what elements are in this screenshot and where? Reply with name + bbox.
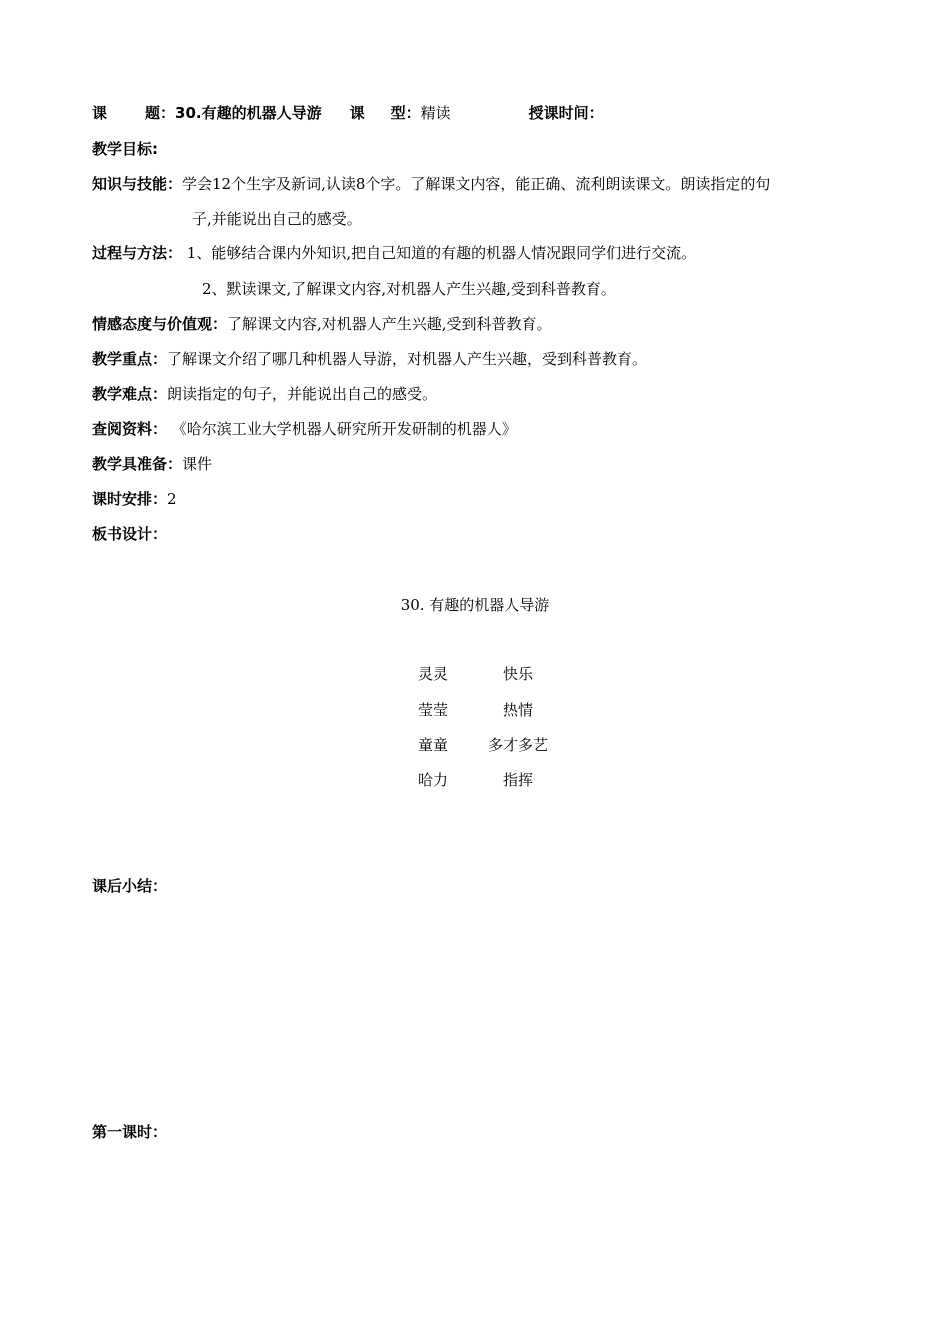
board-title: 30. 有趣的机器人导游 (400, 596, 550, 614)
tools-label: 教学具准备： (92, 455, 183, 473)
reference-label: 查阅资料： (92, 420, 168, 438)
process-row (92, 243, 696, 263)
emotion-row (92, 314, 552, 334)
objectives-heading (92, 139, 158, 159)
process-item1: 1、能够结合课内外知识,把自己知道的有趣的机器人情况跟同学们进行交流。 (182, 244, 697, 262)
reference-value: 《哈尔滨工业大学机器人研究所开发研制的机器人》 (167, 420, 517, 438)
process-item2: 2、默读课文,了解课文内容,对机器人产生兴趣,受到科普教育。 (202, 280, 616, 298)
board-trait: 多才多艺 (487, 736, 548, 754)
header-row (92, 103, 604, 123)
process-label: 过程与方法： (92, 244, 183, 262)
type-value: 精读 (420, 104, 451, 122)
emotion-value: 了解课文内容,对机器人产生兴趣,受到科普教育。 (227, 315, 552, 333)
type-ke: 课 (349, 104, 365, 122)
first-lesson-heading (92, 1122, 167, 1142)
lesson-title: 30.有趣的机器人导游 (175, 104, 322, 122)
hours-value: 2 (167, 490, 177, 508)
knowledge-row (92, 174, 770, 194)
tools-value: 课件 (182, 455, 213, 473)
board-trait: 热情 (502, 701, 533, 719)
emotion-label: 情感态度与价值观： (92, 315, 228, 333)
type-label: 型： (390, 104, 421, 122)
difficulty-row (92, 384, 437, 404)
time-label: 授课时间： (528, 104, 604, 122)
board-label: 板书设计： (92, 525, 168, 543)
knowledge-label: 知识与技能： (92, 175, 183, 193)
summary-label: 课后小结： (92, 877, 168, 895)
board-heading (92, 524, 167, 544)
first-lesson-label: 第一课时： (92, 1123, 168, 1141)
difficulty-value: 朗读指定的句子，并能说出自己的感受。 (167, 385, 438, 403)
hours-row (92, 489, 177, 509)
difficulty-label: 教学难点： (92, 385, 168, 403)
board-name: 哈力 (417, 771, 448, 789)
tools-row (92, 454, 212, 474)
reference-row (92, 419, 517, 439)
header-ti: 题： (145, 104, 176, 122)
knowledge-line2: 子,并能说出自己的感受。 (192, 210, 362, 228)
objectives-label: 教学目标: (92, 140, 158, 158)
board-name: 莹莹 (417, 701, 448, 719)
board-name: 童童 (417, 736, 448, 754)
header-ke: 课 (92, 104, 108, 122)
hours-label: 课时安排： (92, 490, 168, 508)
board-name: 灵灵 (417, 665, 448, 683)
summary-heading (92, 876, 167, 896)
key-point-label: 教学重点： (92, 350, 168, 368)
key-point-value: 了解课文介绍了哪几种机器人导游，对机器人产生兴趣，受到科普教育。 (167, 350, 648, 368)
knowledge-row-cont (192, 209, 362, 229)
key-point-row (92, 349, 647, 369)
knowledge-line1: 学会12个生字及新词,认读8个字。了解课文内容，能正确、流利朗读课文。朗读指定的句 (182, 175, 771, 193)
board-trait: 快乐 (502, 665, 533, 683)
board-trait: 指挥 (502, 771, 533, 789)
process-row-2 (202, 279, 616, 299)
